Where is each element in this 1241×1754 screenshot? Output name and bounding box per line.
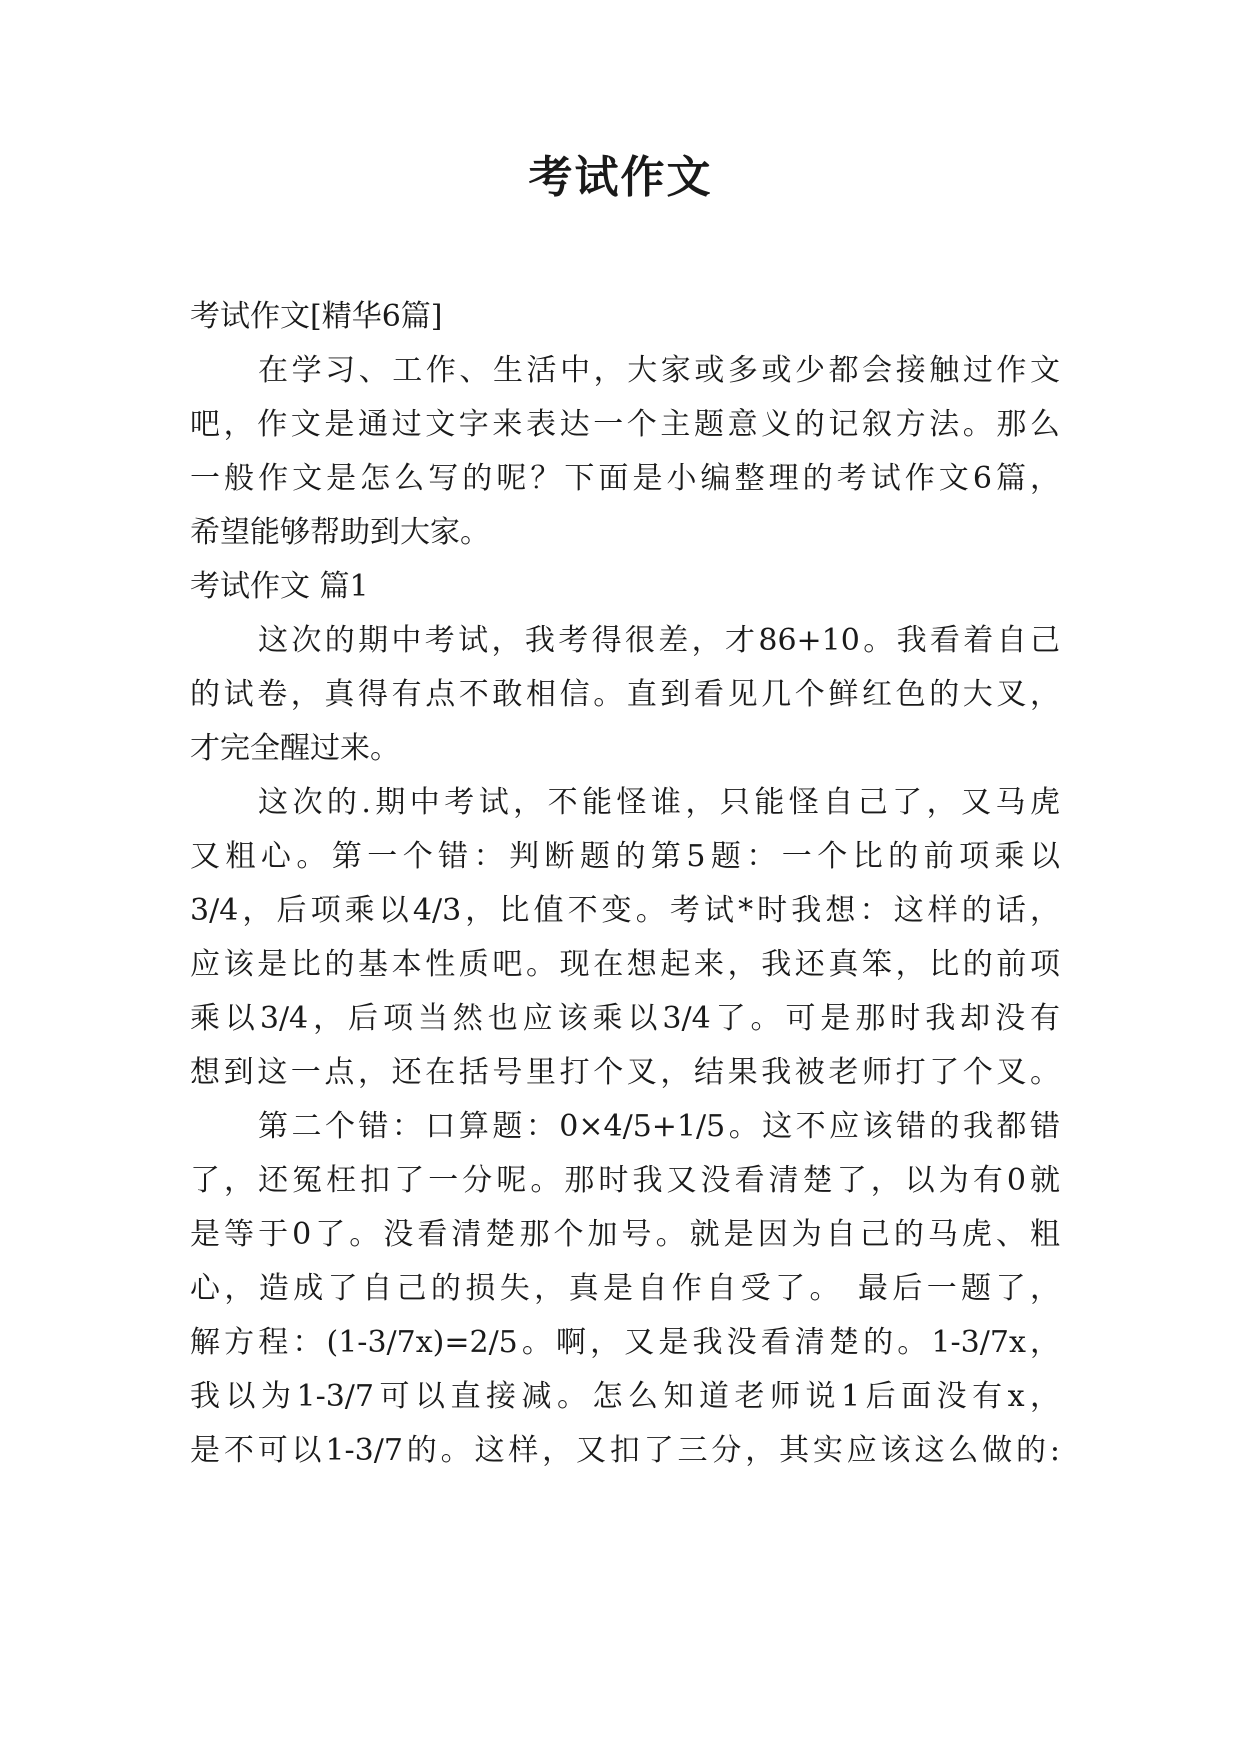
- text-line: 乘以3/4，后项当然也应该乘以3/4了。可是那时我却没有: [190, 1001, 1060, 1036]
- text-line: 应该是比的基本性质吧。现在想起来，我还真笨，比的前项: [190, 947, 1060, 982]
- text-line: 这次的期中考试，我考得很差，才86+10。我看着自己: [258, 623, 1060, 658]
- document-title: 考试作文: [528, 152, 713, 203]
- text-line: 吧，作文是通过文字来表达一个主题意义的记叙方法。那么: [190, 407, 1060, 442]
- text-line: 3/4，后项乘以4/3，比值不变。考试*时我想：这样的话，: [190, 893, 1060, 928]
- text-line: 才完全醒过来。: [190, 731, 400, 766]
- text-line: 是不可以1-3/7的。这样，又扣了三分，其实应该这么做的:: [190, 1433, 1060, 1468]
- text-line: 了，还冤枉扣了一分呢。那时我又没看清楚了，以为有0就: [190, 1163, 1060, 1198]
- text-line: 这次的.期中考试，不能怪谁，只能怪自己了，又马虎: [258, 785, 1060, 820]
- text-line: 解方程：(1-3/7x)=2/5。啊，又是我没看清楚的。1-3/7x，: [190, 1325, 1060, 1360]
- document-body: [190, 290, 1060, 1478]
- text-line: 希望能够帮助到大家。: [190, 515, 490, 550]
- text-line: 一般作文是怎么写的呢？下面是小编整理的考试作文6篇，: [190, 461, 1060, 496]
- text-line: 在学习、工作、生活中，大家或多或少都会接触过作文: [258, 353, 1060, 388]
- text-line-heading: 考试作文[精华6篇]: [190, 299, 443, 334]
- text-line-section-heading: 考试作文 篇1: [190, 569, 369, 604]
- text-line: 心，造成了自己的损失，真是自作自受了。 最后一题了，: [190, 1271, 1060, 1306]
- text-line: 的试卷，真得有点不敢相信。直到看见几个鲜红色的大叉，: [190, 677, 1060, 712]
- text-line: 第二个错：口算题：0×4/5+1/5。这不应该错的我都错: [258, 1109, 1060, 1144]
- text-line: 想到这一点，还在括号里打个叉，结果我被老师打了个叉。: [190, 1055, 1060, 1090]
- text-line: 我以为1-3/7可以直接减。怎么知道老师说1后面没有x，: [190, 1379, 1060, 1414]
- text-line: 是等于0了。没看清楚那个加号。就是因为自己的马虎、粗: [190, 1217, 1060, 1252]
- text-line: 又粗心。第一个错：判断题的第5题：一个比的前项乘以: [190, 839, 1060, 874]
